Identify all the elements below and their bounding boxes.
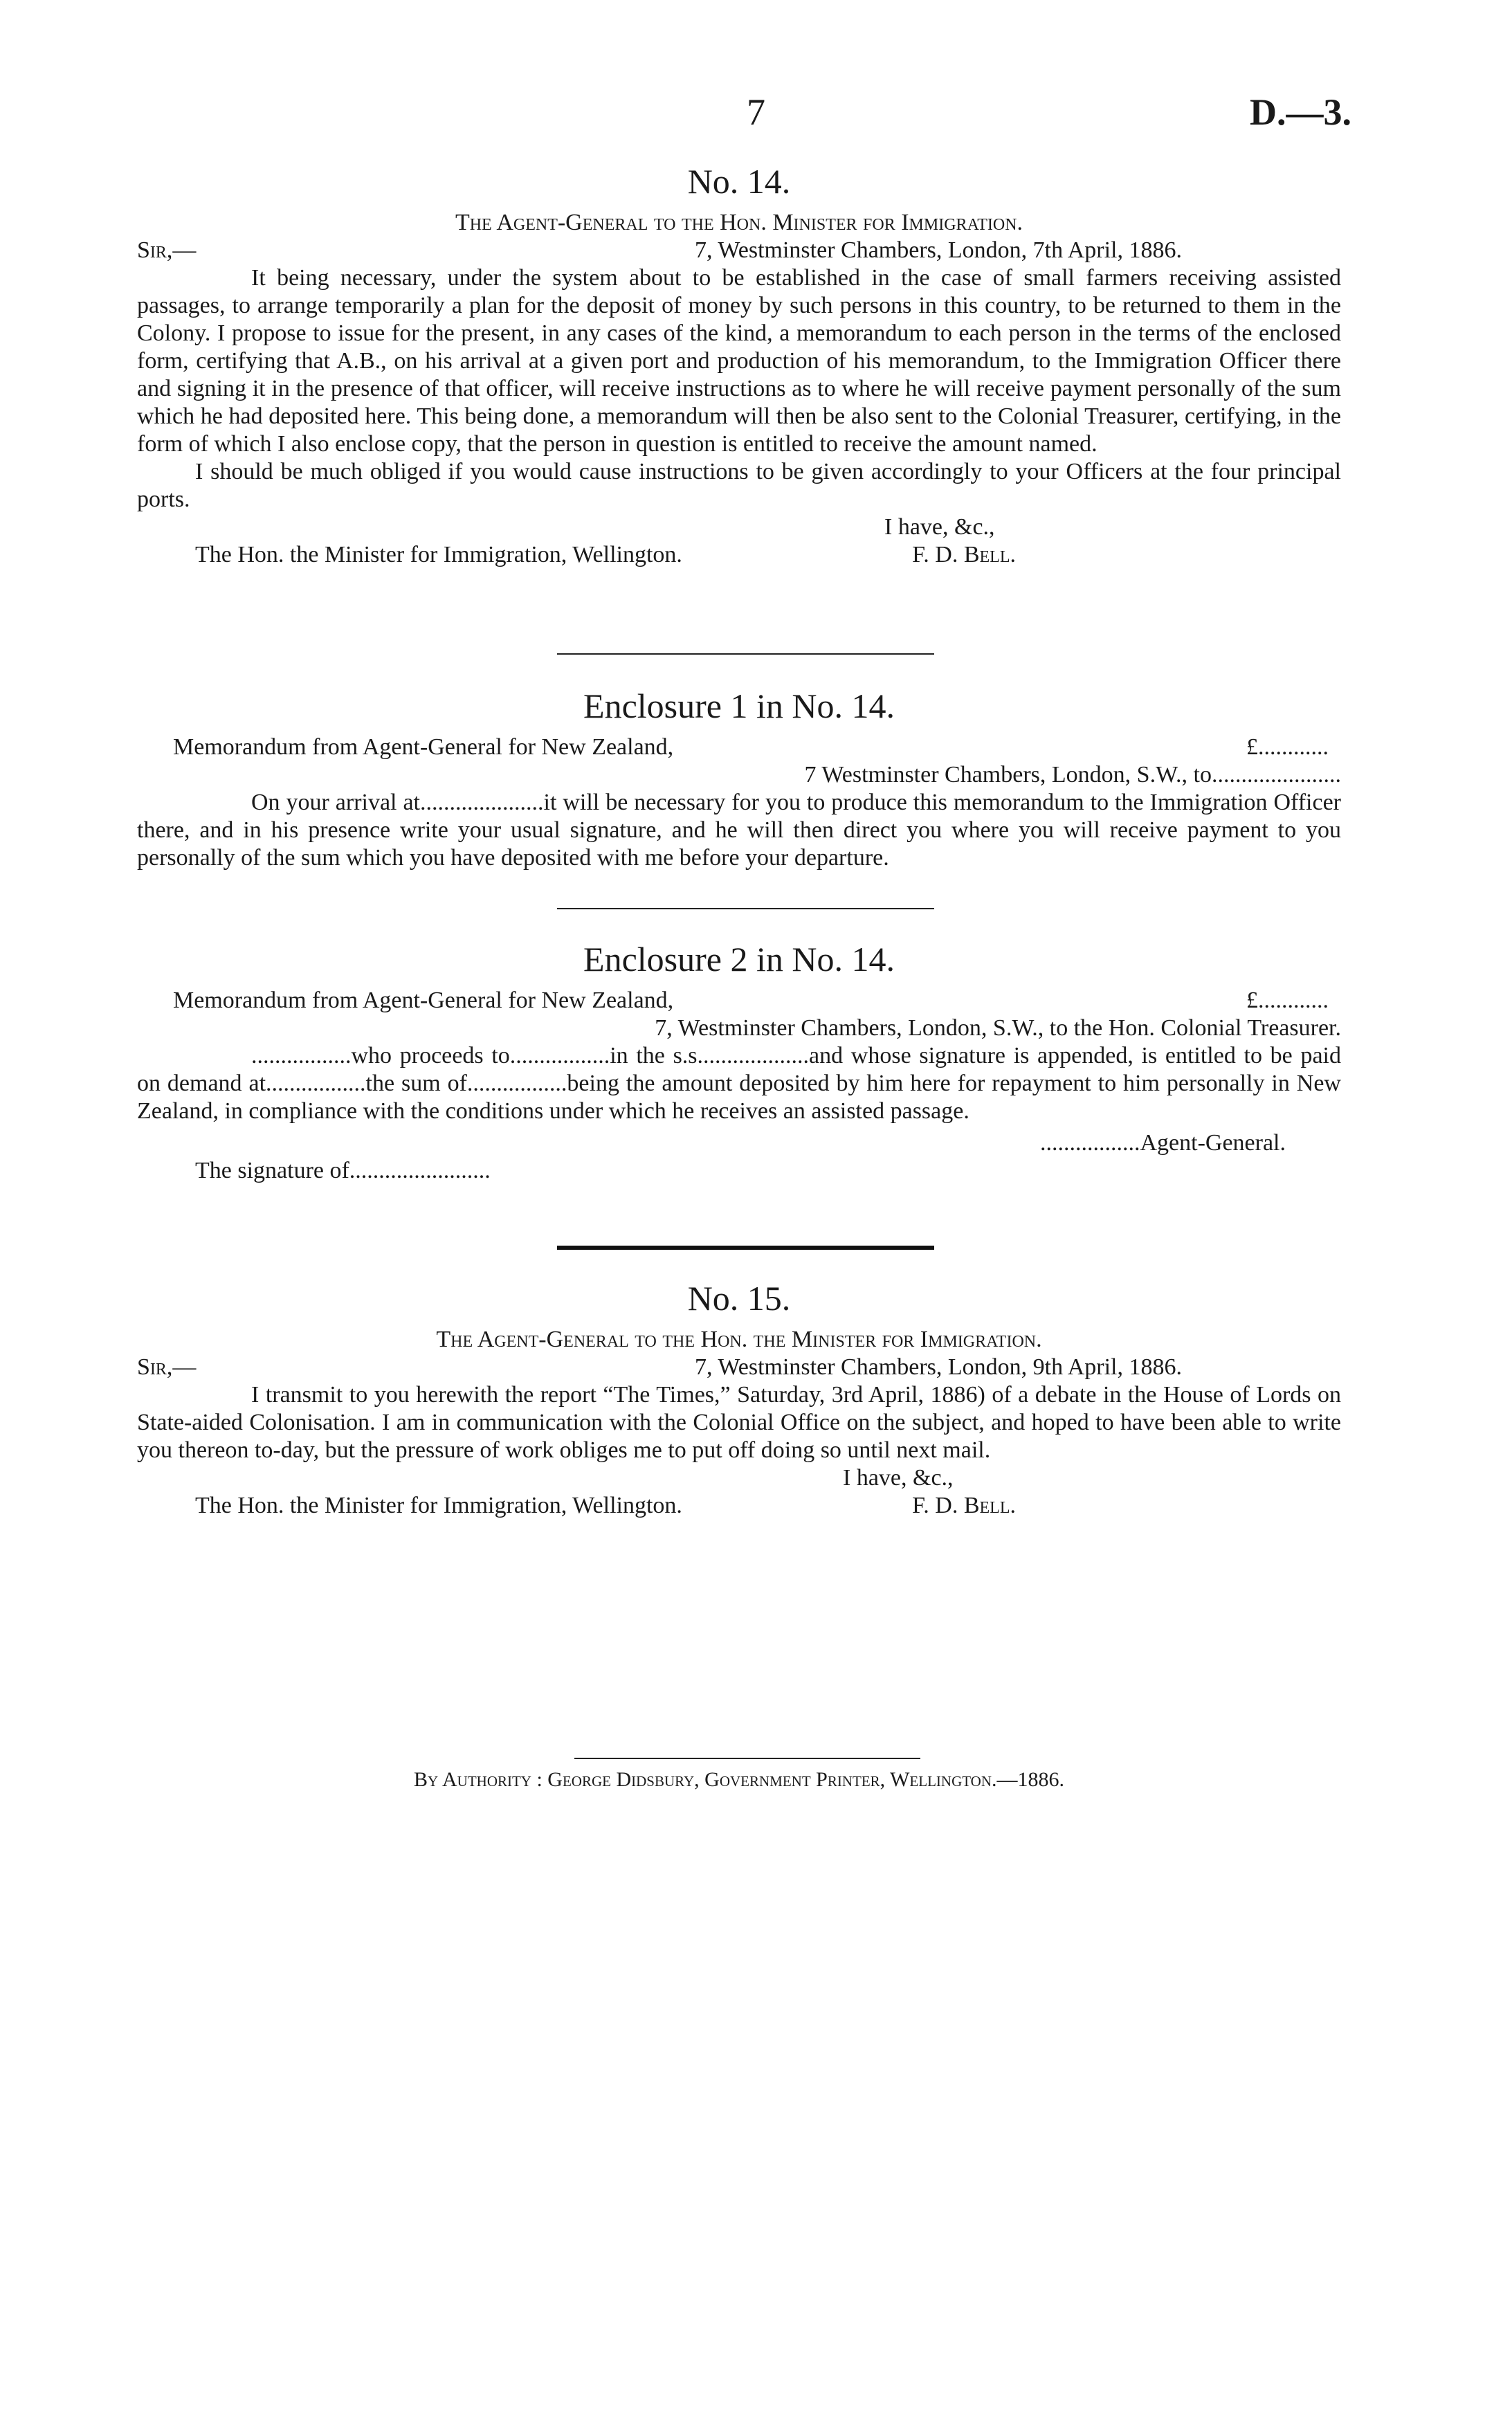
section-divider [557, 653, 934, 655]
letter-15-address: 7, Westminster Chambers, London, 9th April, 1886. [695, 1354, 1182, 1380]
letter-15-subtitle: The Agent-General to the Hon. the Minister for Immigration. [436, 1327, 1042, 1352]
enclosure-2-signature-line: The signature of........................ [195, 1158, 491, 1183]
enclosure-1-title: Enclosure 1 in No. 14. [583, 686, 895, 725]
letter-14-title: No. 14. [687, 162, 791, 201]
enclosure-2-agent-line: .................Agent-General. [1039, 1130, 1286, 1156]
enclosure-1-amount: £............ [1246, 734, 1329, 760]
enclosure-1 [137, 685, 1341, 872]
letter-15-heading-row [137, 1354, 1341, 1381]
letter-14-signature: F. D. Bell. [912, 542, 1016, 567]
letter-15-title: No. 15. [687, 1279, 791, 1318]
letter-15-addressee: The Hon. the Minister for Immigration, Wellington. [195, 1493, 682, 1518]
letter-14-paragraph-2: I should be much obliged if you would cause instructions to be given accordingly to your Officers at the four principal ports. [137, 459, 1341, 512]
enclosure-2-address: 7, Westminster Chambers, London, S.W., to the Hon. Colonial Treasurer. [655, 1015, 1341, 1041]
printer-imprint-text: By Authority : George Didsbury, Government Printer, Wellington.—1886. [413, 1768, 1065, 1791]
letter-14-address: 7, Westminster Chambers, London, 7th April, 1886. [695, 237, 1182, 263]
letter-14-closing: I have, &c., [884, 514, 995, 540]
enclosure-1-body: On your arrival at.....................it will be necessary for you to produce this memorandum to the Immigration Officer there, and in his presence write your usual signature, and he will then direct you where you will receive payment to you personally of the sum which you have deposited with me before your departure. [137, 790, 1341, 871]
letter-14-heading-row [137, 237, 1341, 264]
letter-15-closing: I have, &c., [843, 1465, 954, 1491]
enclosure-1-from: Memorandum from Agent-General for New Zealand, [173, 734, 674, 760]
letter-15-signature: F. D. Bell. [912, 1493, 1016, 1518]
letter-14-addressee: The Hon. the Minister for Immigration, Wellington. [195, 542, 682, 567]
enclosure-1-address: 7 Westminster Chambers, London, S.W., to...................... [804, 762, 1341, 788]
enclosure-1-from-row [137, 734, 1341, 761]
page-number: 7 [747, 91, 765, 133]
section-divider-thick [557, 1246, 934, 1250]
letter-14-signature-row [137, 541, 1341, 569]
enclosure-2-title: Enclosure 2 in No. 14. [583, 940, 895, 979]
letter-no-15 [137, 1277, 1341, 1520]
letter-14-paragraph-1: It being necessary, under the system about to be established in the case of small farmers receiving assisted passages, to arrange temporarily a plan for the deposit of money by such persons in this country, to be returned to them in the Colony. I propose to issue for the present, in any cases of the kind, a memorandum to each person in the terms of the enclosed form, certifying that A.B., on his arrival at a given port and production of his memorandum, to the Immigration Officer there and signing it in the presence of that officer, will receive instructions as to where he will receive payment personally of the sum which he had deposited here. This being done, a memorandum will then be also sent to the Colonial Treasurer, certifying, in the form of which I also enclose copy, that the person in question is entitled to receive the amount named. [137, 265, 1341, 457]
letter-14-salutation: Sir,— [137, 237, 197, 263]
enclosure-2-from: Memorandum from Agent-General for New Zealand, [173, 988, 674, 1013]
letter-15-salutation: Sir,— [137, 1354, 197, 1380]
enclosure-2-body: .................who proceeds to.................in the s.s...................and whose signature is appended, is entitled to be paid on demand at.................the sum of.................being the amount deposited by him here for repayment to him personally in New Zealand, in compliance with the conditions under which he receives an assisted passage. [137, 1043, 1341, 1124]
letter-15-signature-row [137, 1492, 1341, 1520]
letter-15-paragraph-1: I transmit to you herewith the report “The Times,” Saturday, 3rd April, 1886) of a debate in the House of Lords on State-aided Colonisation. I am in communication with the Colonial Office on the subject, and hoped to have been able to write you thereon to-day, but the pressure of work obliges me to put off doing so until next mail. [137, 1382, 1341, 1463]
letter-14-subtitle: The Agent-General to the Hon. Minister for Immigration. [455, 210, 1023, 235]
document-code: D.—3. [1250, 91, 1351, 133]
letter-no-14 [137, 161, 1341, 569]
enclosure-2 [137, 938, 1341, 1185]
section-divider [557, 908, 934, 909]
enclosure-2-amount: £............ [1246, 988, 1329, 1013]
enclosure-2-from-row [137, 987, 1341, 1015]
printer-imprint [137, 1766, 1341, 1794]
footer-divider [574, 1758, 920, 1759]
